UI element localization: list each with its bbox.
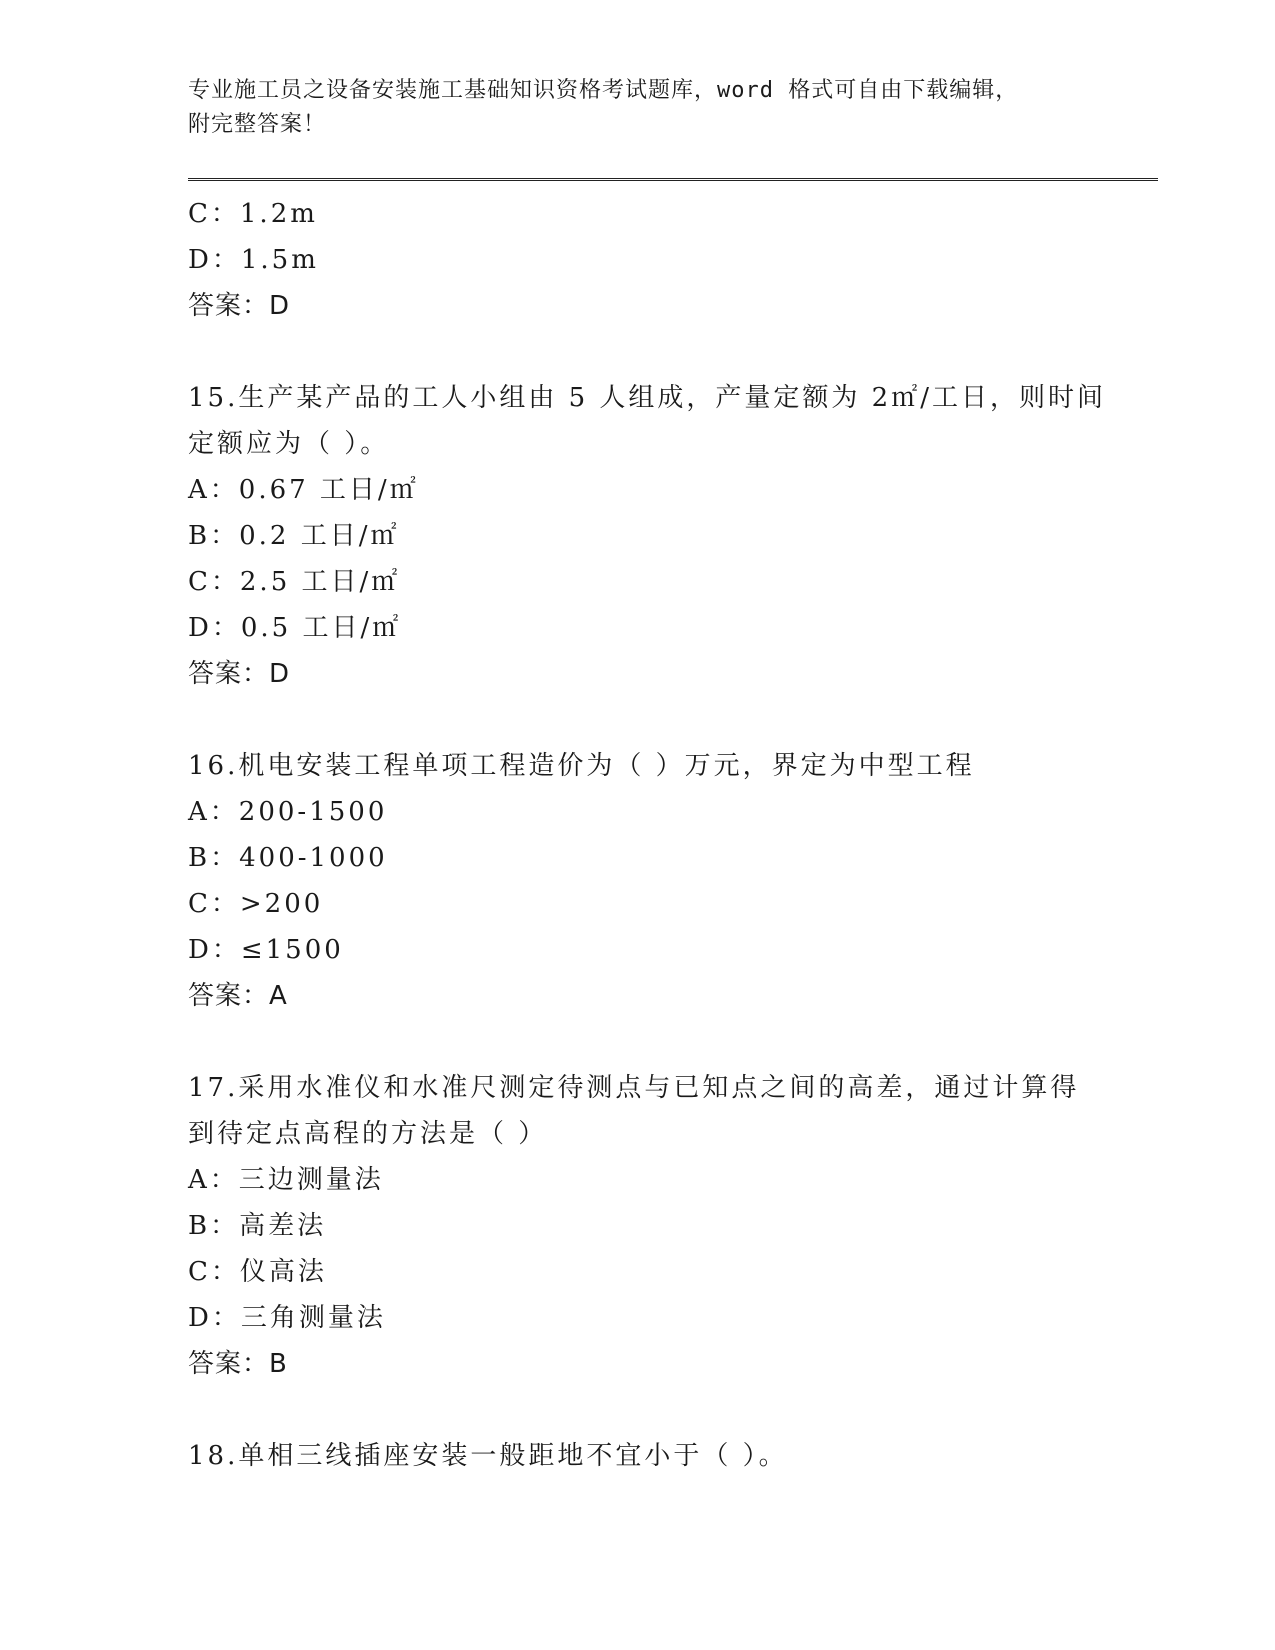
question-stem: 定额应为（ ）。 <box>188 429 390 459</box>
answer-label: 答案：B <box>188 1349 288 1379</box>
document-header <box>188 74 1088 142</box>
option-d: D：≤1500 <box>188 935 344 965</box>
question-15 <box>188 375 1106 697</box>
answer-label: 答案：A <box>188 981 288 1011</box>
question-stem: 到待定点高程的方法是（ ） <box>188 1119 548 1149</box>
question-18 <box>188 1433 1088 1479</box>
option-b: B：400-1000 <box>188 843 388 873</box>
option-c: C：1.2m <box>188 199 318 229</box>
header-divider <box>188 178 1158 181</box>
option-c: C：仪高法 <box>188 1257 327 1287</box>
option-b: B：0.2 工日/㎡ <box>188 521 400 551</box>
option-a: A：200-1500 <box>188 797 388 827</box>
option-c: C：>200 <box>188 889 324 919</box>
answer-label: 答案：D <box>188 291 291 321</box>
question-stem: 17.采用水准仪和水准尺测定待测点与已知点之间的高差，通过计算得 <box>188 1073 1080 1103</box>
option-d: D：三角测量法 <box>188 1303 386 1333</box>
option-a: A：0.67 工日/㎡ <box>188 475 419 505</box>
option-b: B：高差法 <box>188 1211 327 1241</box>
header-line-2: 附完整答案！ <box>188 112 327 137</box>
question-stem: 15.生产某产品的工人小组由 5 人组成，产量定额为 2㎡/工日，则时间 <box>188 383 1106 413</box>
option-d: D：0.5 工日/㎡ <box>188 613 402 643</box>
answer-label: 答案：D <box>188 659 291 689</box>
question-stem: 16.机电安装工程单项工程造价为（ ）万元，界定为中型工程 <box>188 751 975 781</box>
question-14-tail <box>188 191 1088 329</box>
option-a: A：三边测量法 <box>188 1165 384 1195</box>
question-list <box>188 191 1106 1479</box>
option-d: D：1.5m <box>188 245 319 275</box>
header-line-1: 专业施工员之设备安装施工基础知识资格考试题库，word 格式可自由下载编辑， <box>188 78 1019 103</box>
option-c: C：2.5 工日/㎡ <box>188 567 401 597</box>
question-stem: 18.单相三线插座安装一般距地不宜小于（ ）。 <box>188 1441 788 1471</box>
question-17 <box>188 1065 1088 1387</box>
question-16 <box>188 743 1088 1019</box>
